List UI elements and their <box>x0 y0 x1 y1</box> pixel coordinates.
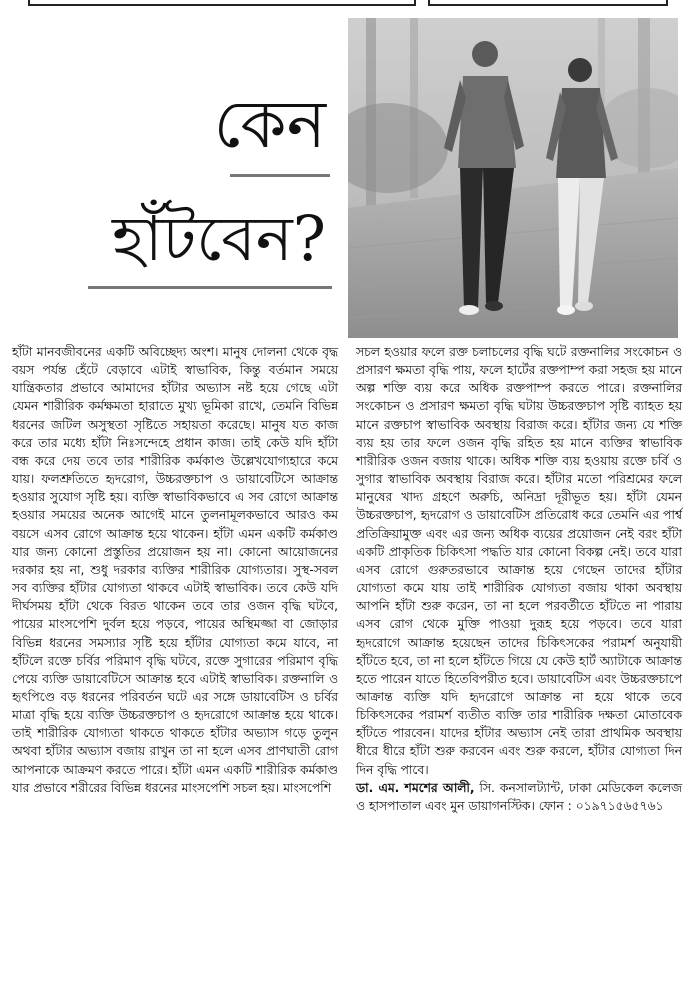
article-column-2 <box>356 343 682 815</box>
author-details: সি. কনসালট্যান্ট, ঢাকা মেডিকেল কলেজ ও হাসপাতাল এবং মুন ডায়াগনস্টিক। ফোন : ০১৯৭১৫৬৫৭৬১ <box>356 780 682 813</box>
article-column-1 <box>12 343 338 797</box>
top-border-right <box>428 0 668 6</box>
headline-line-1: কেন <box>213 86 326 163</box>
headline-line-2: হাঁটবেন? <box>112 202 326 275</box>
headline-rule-2 <box>88 286 332 289</box>
author-signature <box>356 779 682 815</box>
walking-couple-photo <box>348 18 678 338</box>
article-text-col1: হাঁটা মানবজীবনের একটি অবিচ্ছেদ্য অংশ। মানুষ দোলনা থেকে বৃদ্ধ বয়স পর্যন্ত হেঁটে বেড়াবে এটাই স্বাভাবিক, কিন্তু বর্তমান সময়ে যান্ত্রিকতার প্রভাবে আমাদের হাঁটার অভ্যাস নষ্ট হয়ে গেছে এটা যেমন শারীরিক কর্মক্ষমতা হারাতে মুখ্য ভূমিকা রাখে, তেমনি বিভিন্ন ধরনের জটিল অসুস্থতা সৃষ্টিতে সহায়তা করেছে। মানুষ যত কাজ করে তার মধ্যে হাঁটা নিঃসন্দেহে প্রধান কাজ। তাই কেউ যদি হাঁটা বন্ধ করে দেয় তবে তার শারীরিক কর্মকাণ্ড উল্লেখযোগ্যহারে কমে যায়। ফলশ্রুতিতে হৃদরোগ, উচ্চরক্তচাপ ও ডায়াবেটিসে আক্রান্ত হওয়ার সুযোগ সৃষ্টি হয়। ব্যক্তি স্বাভাবিকভাবে এ সব রোগে আক্রান্ত হওয়ার সময়ের অনেক আগেই মানে তুলনামূলকভাবে আরও কম বয়সে এসব রোগে আক্রান্ত হয়ে থাকেন। হাঁটা এমন একটি কর্মকাণ্ড যার জন্য কোনো প্রস্তুতির প্রয়োজন হয় না। কোনো আয়োজনের দরকার হয় না, শুধু দরকার ব্যক্তির শারীরিক যোগ্যতার। সুস্থ-সবল সব ব্যক্তির হাঁটার যোগ্যতা থাকবে এটাই স্বাভাবিক। তবে কেউ যদি দীর্ঘসময় হাঁটা থেকে বিরত থাকেন তবে তার ওজন বৃদ্ধি ঘটবে, পায়ের মাংসপেশি দুর্বল হয়ে পড়বে, পায়ের অস্থিমজ্জা বা জোড়ার বিভিন্ন ধরনের সমস্যার সৃষ্টি হয়ে হাঁটার যোগ্যতা কমে যাবে, না হাঁটলে রক্তে চর্বির পরিমাণ বৃদ্ধি ঘটবে, রক্তে সুগারের পরিমাণ বৃদ্ধি পেয়ে ব্যক্তি ডায়াবেটিসে আক্রান্ত হবে এটাই স্বাভাবিক। রক্তনালি ও হৃৎপিণ্ডে বড় ধরনের পরিবর্তন ঘটে এর সঙ্গে ডায়াবেটিস ও চর্বির মাত্রা বৃদ্ধি হয়ে ব্যক্তি উচ্চরক্তচাপ ও হৃদরোগে আক্রান্ত হয়ে থাকে। তাই শারীরিক যোগ্যতা থাকতে থাকতে হাঁটার অভ্যাস গড়ে তুলুন অথবা হাঁটার অভ্যাস বজায় রাখুন তা না হলে এসব প্রাণঘাতী রোগ আপনাকে আক্রমণ করতে পারে। হাঁটা এমন একটি শারীরিক কর্মকাণ্ড যার প্রভাবে শরীরের বিভিন্ন ধরনের মাংসপেশি সচল হয়। মাংসপেশি <box>12 345 338 795</box>
headline-rule-1 <box>230 174 330 177</box>
top-border-left <box>28 0 416 6</box>
article-text-col2: সচল হওয়ার ফলে রক্ত চলাচলের বৃদ্ধি ঘটে রক্তনালির সংকোচন ও প্রসারণ ক্ষমতা বৃদ্ধি পায়, ফলে হার্টের রক্তপাম্প করা সহজ হয় মানে অল্প শক্তি ব্যয় করে অধিক রক্তপাম্প করতে পারে। রক্তনালির সংকোচন ও প্রসারণ ক্ষমতা বৃদ্ধি ঘটায় উচ্চরক্তচাপ সৃষ্টি ব্যাহত হয় মানে রক্তচাপ স্বাভাবিক অবস্থায় বিরাজ করে। হাঁটার জন্য যে শক্তি ব্যয় হয় তার ফলে ওজন বৃদ্ধি রহিত হয় মানে ব্যক্তির স্বাভাবিক শারীরিক ওজন বজায় থাকে। অধিক শক্তি ব্যয় হওয়ায় রক্তে চর্বি ও সুগার স্বাভাবিক অবস্থায় বিরাজ করে। হাঁটার মতো পরিশ্রমের ফলে মানুষের খাদ্য গ্রহণে অরুচি, অনিদ্রা দূরীভূত হয়। হাঁটা যেমন উচ্চরক্তচাপ, হৃদরোগ ও ডায়াবেটিস প্রতিরোধ করে তেমনি এর পার্শ্ব প্রতিক্রিয়ামুক্ত এবং এর জন্য অধিক ব্যয়ের প্রয়োজন নেই বরং হাঁটা একটি প্রাকৃতিক চিকিৎসা পদ্ধতি যার কোনো বিকল্প নেই। তবে যারা এসব রোগে গুরুতরভাবে আক্রান্ত হয়ে গেছেন তাদের হাঁটার যোগ্যতা কমে যায় তাই শারীরিক যোগ্যতা বজায় থাকা অবস্থায় আপনি হাঁটা শুরু করেন, তা না হলে পরবর্তীতে হাঁটতে না পারায় এসব রোগ থেকে মুক্তি পাওয়া দুরূহ হয়ে পড়বে। তবে যারা হৃদরোগে আক্রান্ত হয়েছেন তাদের চিকিৎসকের পরামর্শ অনুযায়ী হাঁটতে হবে, তা না হলে হাঁটতে গিয়ে যে কেউ হার্ট অ্যাটাকে আক্রান্ত হতে পারেন যাতে হিতেবিপরীত হবে। ডায়াবেটিস এবং উচ্চরক্তচাপে আক্রান্ত ব্যক্তি যদি হৃদরোগে আক্রান্ত না হয়ে থাকে তবে চিকিৎসকের পরামর্শ ব্যতীত ব্যক্তি তার শারীরিক দক্ষতা মোতাবেক হাঁটতে পারবেন। যাদের হাঁটার অভ্যাস নেই তারা প্রাথমিক অবস্থায় ধীরে ধীরে হাঁটা শুরু করবেন এবং শুরু করলে, হাঁটার যোগ্যতা দিন দিন বৃদ্ধি পাবে। <box>356 345 682 777</box>
author-name: ডা. এম. শমশের আলী, <box>356 780 475 795</box>
